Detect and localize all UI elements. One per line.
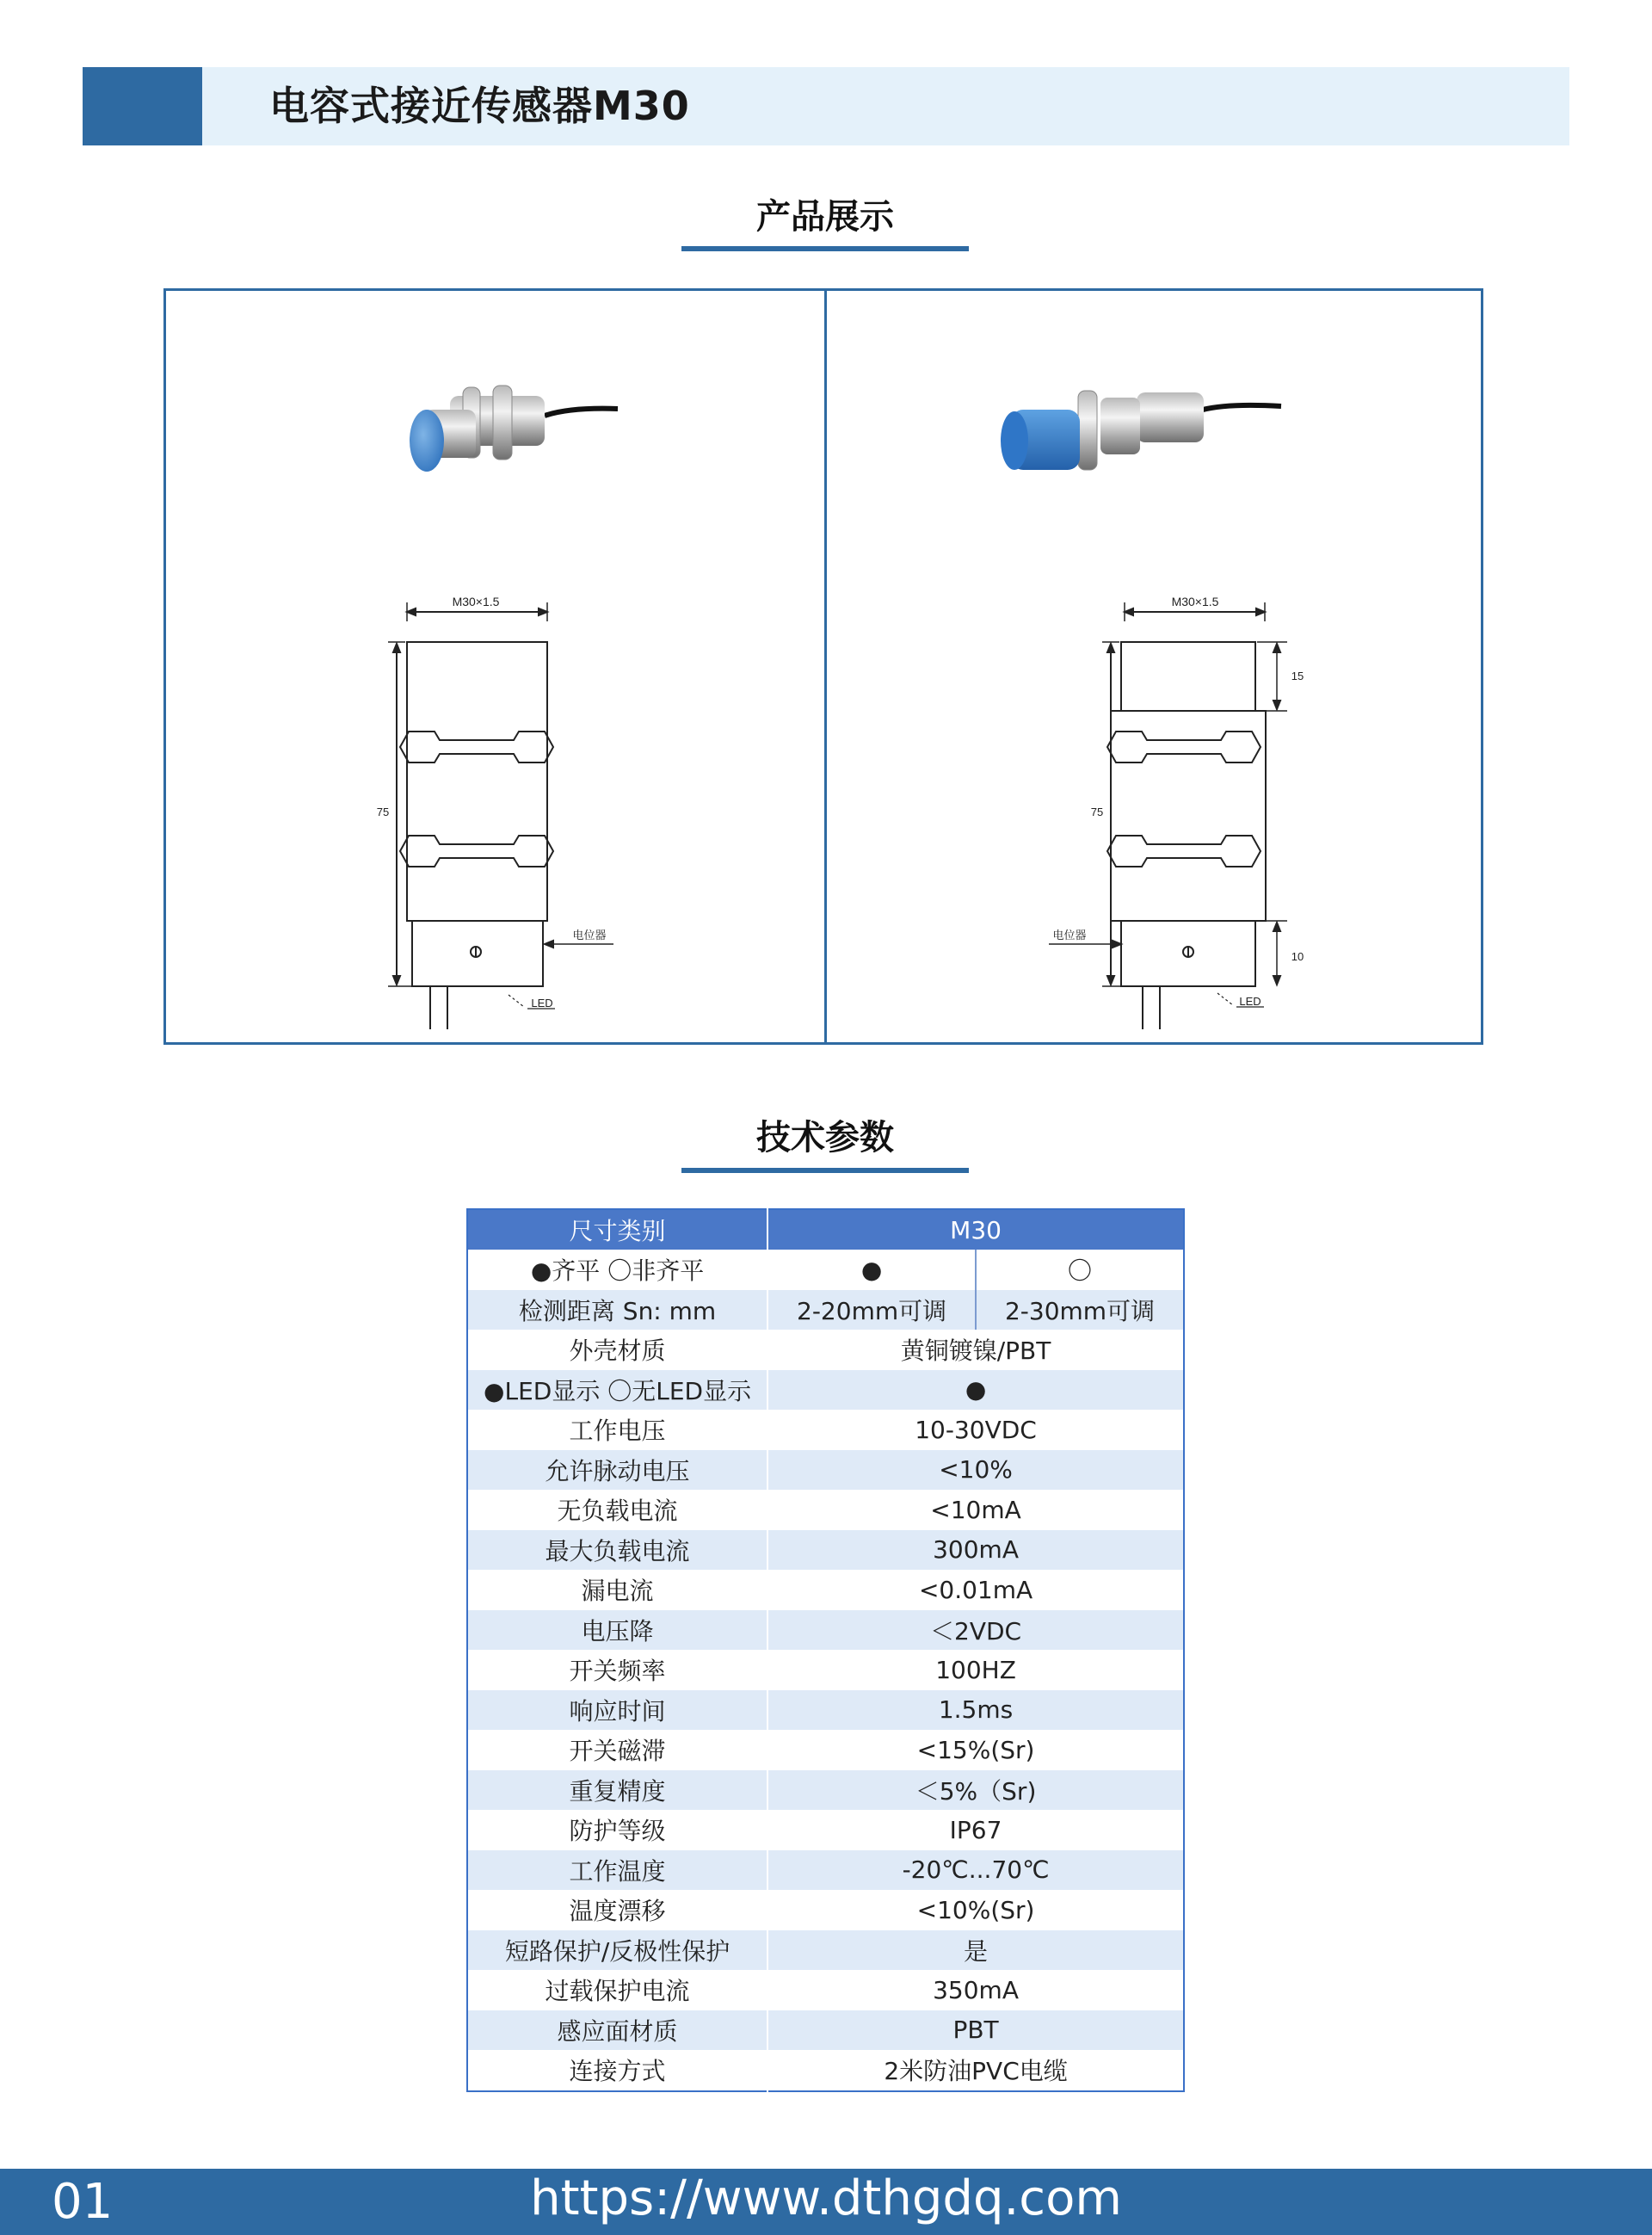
spec-label: 允许脉动电压 — [467, 1450, 767, 1491]
products-heading-underline — [681, 246, 969, 251]
spec-label: 电压降 — [467, 1610, 767, 1651]
spec-value: 300mA — [767, 1530, 1184, 1571]
spec-value: ＜5%（Sr) — [767, 1770, 1184, 1811]
thread-label: M30×1.5 — [1171, 595, 1219, 608]
table-row — [467, 1490, 1184, 1530]
products-heading: 产品展示 — [756, 197, 894, 237]
table-header-label: 尺寸类别 — [467, 1209, 767, 1250]
spec-value: 10-30VDC — [767, 1410, 1184, 1450]
table-row — [467, 1530, 1184, 1571]
spec-value: -20℃...70℃ — [767, 1850, 1184, 1891]
table-row — [467, 1930, 1184, 1971]
distance-label: 检测距离 Sn: mm — [467, 1290, 767, 1331]
footer-bar — [0, 2169, 1652, 2235]
bottom-offset-label: 10 — [1291, 950, 1304, 963]
spec-label: 外壳材质 — [467, 1330, 767, 1370]
flush-sensor-photo — [410, 386, 618, 472]
spec-label: 工作电压 — [467, 1410, 767, 1450]
table-row — [467, 1370, 1184, 1411]
title-accent-block — [83, 67, 202, 145]
flush-marker: ● — [767, 1250, 976, 1290]
spec-label: 短路保护/反极性保护 — [467, 1930, 767, 1971]
nonflush-sensor-illustration — [827, 291, 1484, 1042]
product-panel-nonflush — [827, 291, 1484, 1042]
spec-value: PBT — [767, 2010, 1184, 2051]
spec-label: 开关磁滞 — [467, 1730, 767, 1770]
length-label: 75 — [1090, 806, 1104, 818]
mount-type-label: ●齐平 〇非齐平 — [467, 1250, 767, 1290]
page-title: 电容式接近传感器M30 — [269, 83, 690, 129]
nonflush-sensor-photo — [1001, 391, 1281, 470]
spec-label: 过载保护电流 — [467, 1970, 767, 2010]
flush-sensor-illustration — [166, 291, 823, 1042]
flush-distance: 2-20mm可调 — [767, 1290, 976, 1331]
spec-value: 是 — [767, 1930, 1184, 1971]
spec-label: 重复精度 — [467, 1770, 767, 1811]
spec-label: 最大负载电流 — [467, 1530, 767, 1571]
table-row — [467, 1730, 1184, 1770]
nonflush-sensor-drawing — [1049, 602, 1287, 1029]
table-row — [467, 1850, 1184, 1891]
spec-value: ＜2VDC — [767, 1610, 1184, 1651]
table-row — [467, 1250, 1184, 1290]
spec-label: 感应面材质 — [467, 2010, 767, 2051]
spec-value: <10%(Sr) — [767, 1890, 1184, 1930]
spec-value: <15%(Sr) — [767, 1730, 1184, 1770]
table-row — [467, 1450, 1184, 1491]
table-row — [467, 1290, 1184, 1331]
table-row — [467, 1410, 1184, 1450]
spec-value: ● — [767, 1370, 1184, 1411]
product-display-frame — [163, 288, 1483, 1045]
led-label: LED — [531, 997, 553, 1009]
table-row — [467, 1970, 1184, 2010]
spec-value: <0.01mA — [767, 1570, 1184, 1610]
footer-url[interactable]: https://www.dthgdq.com — [530, 2170, 1122, 2226]
specs-heading: 技术参数 — [756, 1118, 894, 1158]
spec-value: 350mA — [767, 1970, 1184, 2010]
table-row — [467, 1890, 1184, 1930]
flush-sensor-drawing — [388, 602, 613, 1029]
product-panel-flush — [166, 291, 823, 1042]
table-row — [467, 2050, 1184, 2091]
spec-value: 2米防油PVC电缆 — [767, 2050, 1184, 2091]
table-header-value: M30 — [767, 1209, 1184, 1250]
table-row — [467, 1570, 1184, 1610]
spec-label: 漏电流 — [467, 1570, 767, 1610]
top-offset-label: 15 — [1291, 670, 1304, 682]
table-row — [467, 1810, 1184, 1850]
spec-label: 响应时间 — [467, 1690, 767, 1731]
table-header-row — [467, 1209, 1184, 1250]
spec-value: <10% — [767, 1450, 1184, 1491]
table-row — [467, 2010, 1184, 2051]
spec-label: 温度漂移 — [467, 1890, 767, 1930]
length-label: 75 — [376, 806, 390, 818]
table-row — [467, 1330, 1184, 1370]
spec-value: 100HZ — [767, 1650, 1184, 1690]
table-row — [467, 1690, 1184, 1731]
spec-value: 1.5ms — [767, 1690, 1184, 1731]
potentiometer-label: 电位器 — [1052, 929, 1087, 942]
table-row — [467, 1610, 1184, 1651]
specs-heading-underline — [681, 1168, 969, 1173]
spec-value: IP67 — [767, 1810, 1184, 1850]
nonflush-distance: 2-30mm可调 — [976, 1290, 1184, 1331]
potentiometer-label: 电位器 — [572, 929, 607, 942]
spec-label: 防护等级 — [467, 1810, 767, 1850]
nonflush-marker: 〇 — [976, 1250, 1184, 1290]
led-label: LED — [1239, 995, 1261, 1008]
thread-label: M30×1.5 — [452, 595, 500, 608]
spec-label: ●LED显示 〇无LED显示 — [467, 1370, 767, 1411]
table-row — [467, 1770, 1184, 1811]
table-row — [467, 1650, 1184, 1690]
title-bar — [83, 67, 1569, 145]
spec-label: 工作温度 — [467, 1850, 767, 1891]
spec-label: 开关频率 — [467, 1650, 767, 1690]
spec-value: <10mA — [767, 1490, 1184, 1530]
spec-table — [466, 1208, 1185, 2092]
page-number: 01 — [52, 2174, 114, 2230]
spec-value: 黄铜镀镍/PBT — [767, 1330, 1184, 1370]
spec-label: 连接方式 — [467, 2050, 767, 2091]
spec-label: 无负载电流 — [467, 1490, 767, 1530]
